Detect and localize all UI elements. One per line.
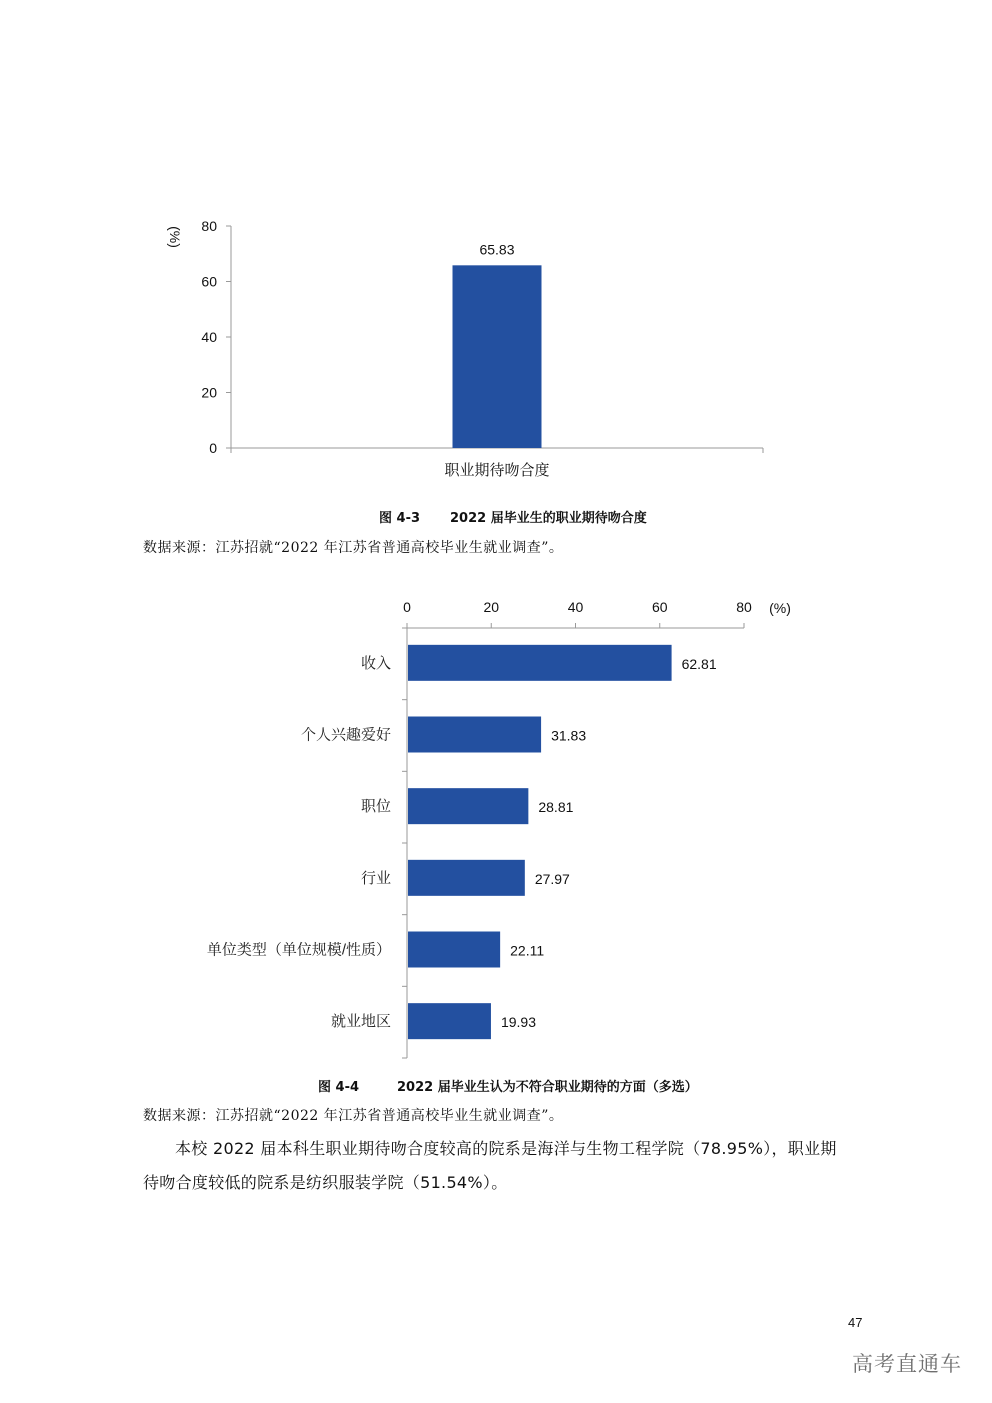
x-tick-label: 20	[483, 599, 500, 615]
data-label: 28.81	[538, 799, 574, 816]
data-label: 22.11	[510, 942, 545, 959]
watermark-logo: 高考直通车	[852, 1352, 962, 1376]
data-label: 19.93	[500, 1014, 537, 1031]
figure-title: 2022 届毕业生认为不符合职业期待的方面（多选）	[397, 1080, 698, 1095]
figure-number: 图 4-3	[379, 511, 421, 526]
figure-caption-4-4	[318, 1076, 698, 1095]
y-tick-label: 0	[209, 440, 217, 456]
data-label: 62.81	[681, 655, 717, 672]
x-category-label: 职业期待吻合度	[444, 462, 550, 479]
data-label: 27.97	[534, 870, 570, 887]
data-source-note: 数据来源：江苏招就“2022 年江苏省普通高校毕业生就业调查”。	[143, 540, 564, 556]
chart-career-match	[0, 0, 992, 500]
y-category-label: 就业地区	[330, 1013, 391, 1031]
data-label: 31.83	[551, 727, 587, 744]
y-tick-label: 20	[201, 384, 217, 401]
data-label: 65.83	[479, 241, 515, 258]
y-category-label: 收入	[360, 654, 391, 672]
figure-caption-4-3	[379, 507, 647, 526]
y-category-label: 单位类型（单位规模/性质）	[206, 941, 391, 959]
bar	[408, 860, 525, 896]
paragraph-line: 待吻合度较低的院系是纺织服装学院（51.54%）。	[143, 1173, 508, 1192]
y-category-label: 行业	[360, 869, 391, 887]
y-tick-label: 40	[201, 329, 217, 345]
bar	[408, 788, 528, 824]
x-tick-label: 40	[567, 599, 584, 615]
y-tick-label: 80	[201, 218, 217, 234]
x-tick-label: 0	[403, 599, 411, 615]
bar	[408, 717, 541, 753]
x-axis-unit: (%)	[769, 600, 791, 616]
y-axis-title-text: (%)	[167, 226, 183, 248]
bar	[453, 265, 542, 448]
bar	[408, 932, 500, 968]
y-category-label: 个人兴趣爱好	[300, 726, 391, 744]
bar	[408, 1003, 491, 1039]
body-paragraph	[143, 1132, 873, 1200]
figure-title: 2022 届毕业生的职业期待吻合度	[450, 511, 647, 526]
paragraph-line: 本校 2022 届本科生职业期待吻合度较高的院系是海洋与生物工程学院（78.95%），职业期	[175, 1139, 837, 1158]
y-axis-title	[167, 226, 183, 248]
y-tick-label: 60	[201, 273, 217, 290]
y-category-label: 职位	[360, 798, 391, 816]
x-tick-label: 80	[736, 599, 752, 615]
x-tick-label: 60	[651, 599, 668, 615]
chart-mismatch-aspects	[0, 580, 992, 1060]
figure-number: 图 4-4	[318, 1080, 360, 1095]
bar	[408, 645, 672, 681]
data-source-note: 数据来源：江苏招就“2022 年江苏省普通高校毕业生就业调查”。	[143, 1108, 564, 1124]
page-number: 47	[848, 1315, 863, 1330]
